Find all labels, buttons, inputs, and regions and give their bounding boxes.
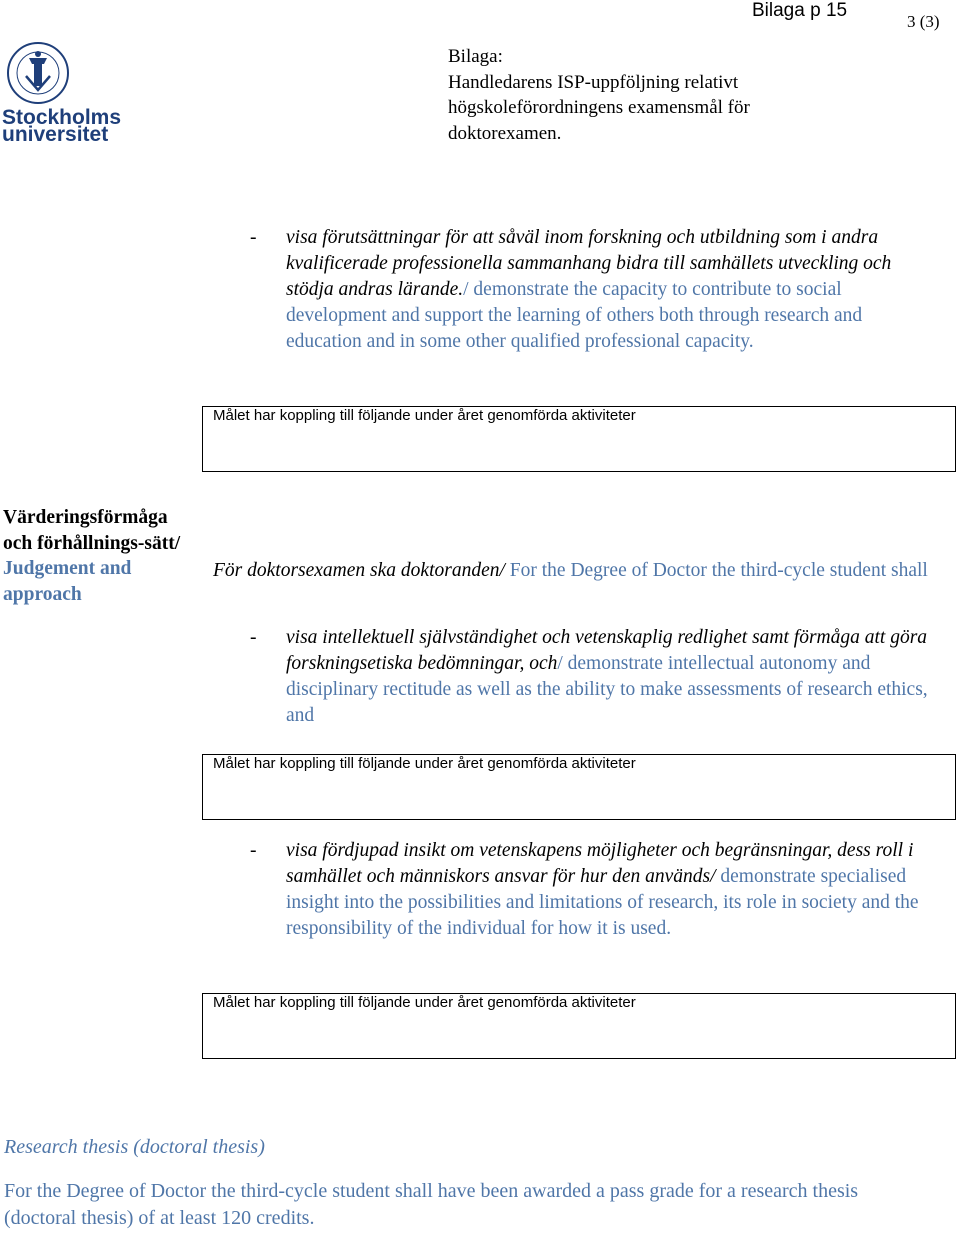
goal-item-2: [250, 625, 940, 729]
activity-box-1[interactable]: [202, 406, 956, 472]
goal-text-en: demonstrate specialised insight into the possibilities and limitations of research, its role in society and the responsibility of the individual for how it is used.: [286, 866, 919, 939]
activity-box-2[interactable]: [202, 754, 956, 820]
attachment-label: Bilaga:: [448, 46, 503, 67]
intro-en: For the Degree of Doctor the third-cycle student shall: [504, 560, 928, 581]
goal-text-sv: visa fördjupad insikt om vetenskapens möjligheter och begränsningar, dess roll i samhället och människors ansvar för hur den används/: [286, 840, 914, 887]
stockholm-university-logo: [0, 40, 122, 144]
page-number: 3 (3): [907, 12, 940, 31]
goal-text-sv: visa intellektuell självständighet och vetenskaplig redlighet samt förmåga att göra forskningsetiska bedömningar, och: [286, 627, 928, 674]
intro-sv: För doktorsexamen ska doktoranden/: [213, 560, 505, 581]
bullet-dash: -: [250, 227, 257, 248]
section-heading-en: Judgement and approach: [3, 558, 132, 605]
bullet-dash: -: [250, 627, 257, 648]
section-intro: [213, 558, 933, 583]
goal-text-sv: visa förutsättningar för att såväl inom forskning och utbildning som i andra kvalificerade professionella sammanhang bidra till samhällets utveckling och stödja andras lärande.: [286, 227, 892, 300]
activity-box-label: Målet har koppling till följande under året genomförda aktiviteter: [213, 994, 636, 1011]
attachment-title: Handledarens ISP-uppföljning relativt högskoleförordningens examensmål för doktorexamen.: [448, 71, 750, 144]
bullet-dash: -: [250, 840, 257, 861]
university-seal-icon: [0, 40, 122, 144]
activity-box-label: Målet har koppling till följande under året genomförda aktiviteter: [213, 407, 636, 424]
goal-item-1: [250, 225, 940, 355]
attachment-block: [448, 44, 828, 146]
activity-box-3[interactable]: [202, 993, 956, 1059]
goal-text-en: / demonstrate the capacity to contribute to social development and support the learning of others both through research and education and in some other qualified professional capacity.: [286, 279, 863, 352]
section-heading-sv: Värderingsförmåga och förhållnings-sätt/: [3, 507, 181, 554]
research-heading: Research thesis (doctoral thesis): [4, 1136, 265, 1158]
activity-box-label: Målet har koppling till följande under året genomförda aktiviteter: [213, 755, 636, 772]
goal-item-3: [250, 838, 940, 942]
bilaga-page-label: Bilaga p 15: [752, 0, 848, 21]
goal-text-en: / demonstrate intellectual autonomy and disciplinary rectitude as well as the ability to make assessments of research ethics, and: [286, 653, 928, 726]
section-heading: [3, 505, 199, 607]
svg-text:Stockholms: Stockholms: [2, 106, 122, 129]
svg-text:universitet: universitet: [2, 123, 109, 144]
research-text: For the Degree of Doctor the third-cycle student shall have been awarded a pass grade for a research thesis (doctoral thesis) of at least 120 credits.: [4, 1180, 859, 1229]
